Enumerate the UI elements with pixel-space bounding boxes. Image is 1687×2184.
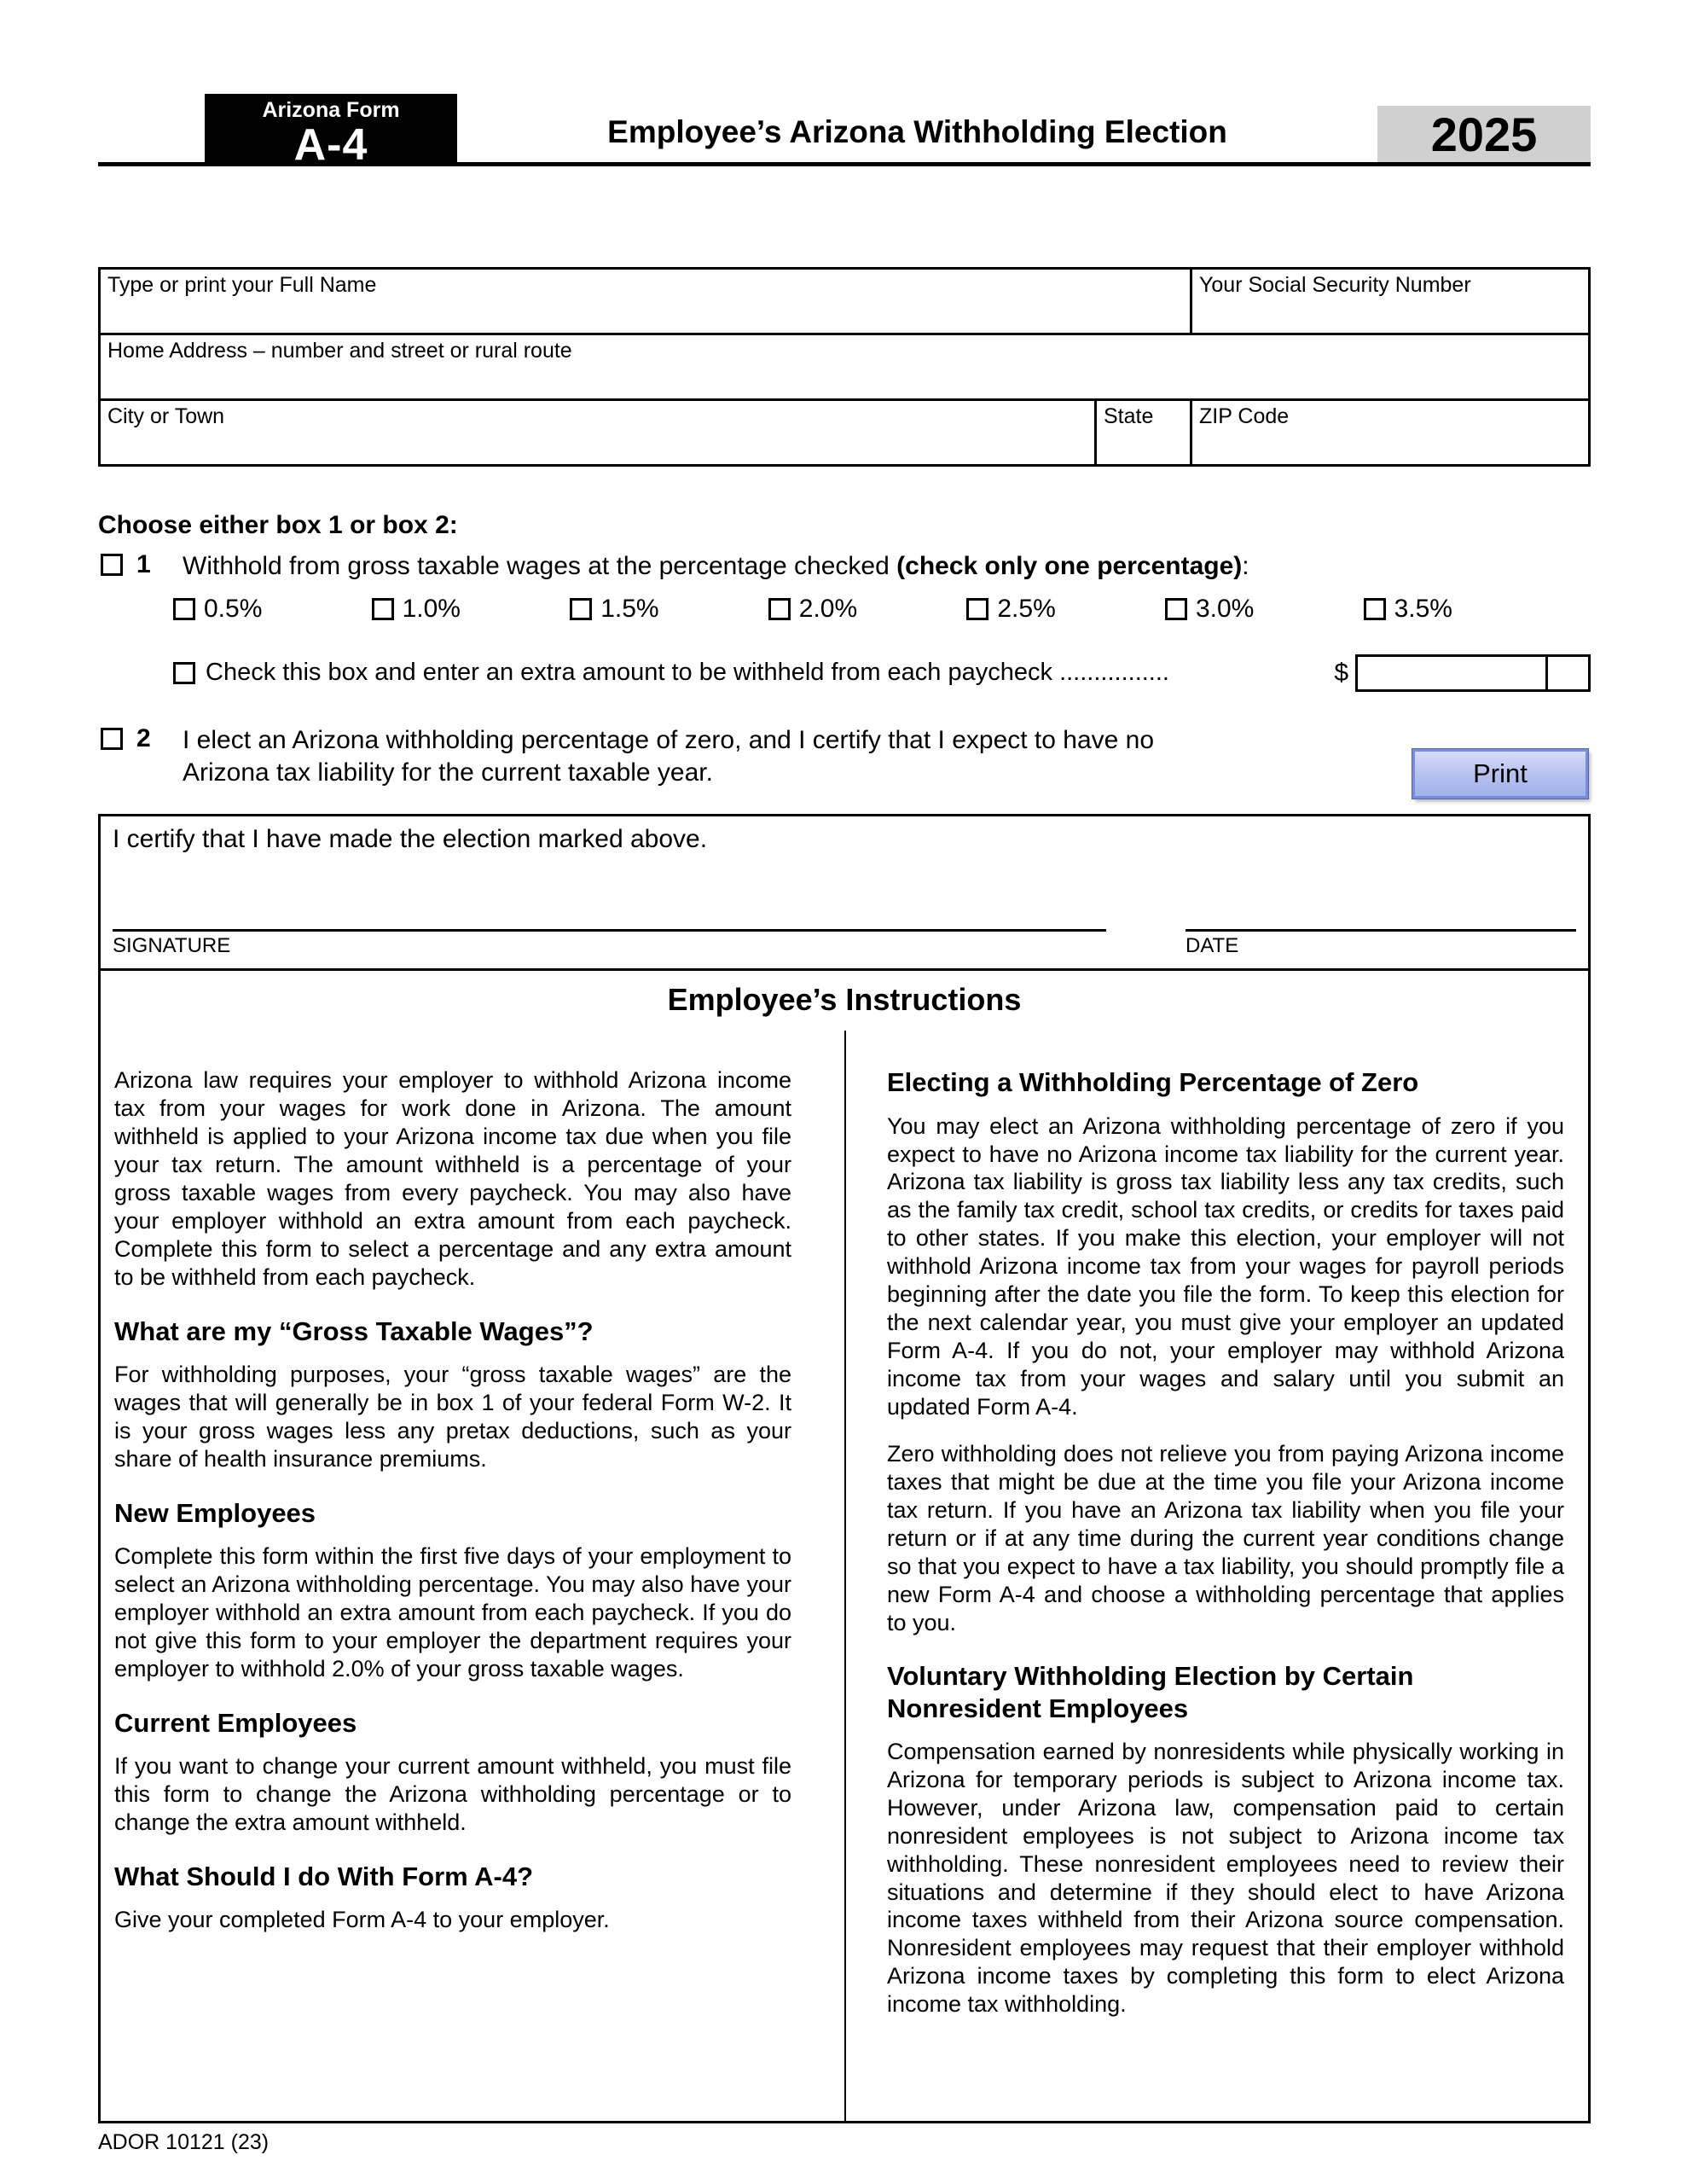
extra-amount-row: [173, 654, 1591, 692]
certification-box: [101, 816, 1588, 971]
percentage-option-2-0[interactable]: [768, 595, 857, 624]
certification-and-instructions: [98, 814, 1591, 2123]
state-field[interactable]: [1094, 401, 1190, 464]
date-line[interactable]: [1186, 929, 1576, 932]
instruction-paragraph: Complete this form within the first five days of your employment to select an Arizona withholding percentage. You may also have your employer withhold an extra amount from each paycheck. If you do not give this form to your employer the department requires your employer to withhold 2.0% of your gross taxable wages.: [114, 1543, 791, 1682]
date-label: DATE: [1186, 934, 1239, 958]
date-field: [1186, 929, 1576, 958]
state-label: State: [1104, 404, 1154, 428]
percentage-label-3-0: 3.0%: [1195, 594, 1255, 623]
cents-divider: [1545, 657, 1548, 689]
identity-table: [98, 267, 1591, 467]
signature-line[interactable]: [113, 929, 1106, 932]
instruction-paragraph: If you want to change your current amount withheld, you must file this form to change the Arizona withholding percentage or to change the extra amount withheld.: [114, 1752, 791, 1835]
form-number-a4: A-4: [293, 119, 368, 170]
percentage-label-2-0: 2.0%: [798, 594, 858, 623]
percentage-checkbox-0-5[interactable]: [173, 598, 195, 620]
instruction-heading-voluntary-withholding: Voluntary Withholding Election by Certain Nonresident Employees: [887, 1661, 1414, 1723]
home-address-label: Home Address – number and street or rural route: [107, 339, 572, 363]
extra-amount-text: Check this box and enter an extra amount to be withheld from each paycheck ................: [206, 659, 1169, 687]
ssn-field[interactable]: [1190, 270, 1588, 333]
percentage-checkbox-2-0[interactable]: [768, 598, 791, 620]
instructions-title: Employee’s Instructions: [667, 982, 1022, 1018]
identity-row-name-ssn: [101, 270, 1588, 333]
percentage-option-3-5[interactable]: [1364, 595, 1452, 624]
percentage-checkbox-3-0[interactable]: [1165, 598, 1187, 620]
box2-number: 2: [136, 723, 151, 752]
box1-text-bold: (check only one percentage): [896, 552, 1243, 580]
signature-label: SIGNATURE: [113, 934, 231, 958]
election-box1: [98, 550, 1591, 583]
tax-year: 2025: [1377, 106, 1591, 162]
percentage-label-0-5: 0.5%: [204, 594, 263, 623]
home-address-field[interactable]: [101, 335, 1588, 398]
box1-text-normal: Withhold from gross taxable wages at the percentage checked: [183, 552, 897, 580]
arizona-form-badge: [205, 94, 457, 170]
form-title: Employee’s Arizona Withholding Election: [607, 114, 1227, 149]
percentage-checkbox-1-0[interactable]: [372, 598, 394, 620]
form-number-footer: ADOR 10121 (23): [98, 2130, 270, 2155]
ssn-label: Your Social Security Number: [1199, 273, 1471, 297]
print-button[interactable]: Print: [1412, 749, 1588, 799]
percentage-option-2-5[interactable]: [966, 595, 1055, 624]
percentage-options: [173, 595, 1452, 624]
form-header: [98, 94, 1591, 170]
percentage-option-1-0[interactable]: [372, 595, 461, 624]
identity-row-city-state-zip: [101, 398, 1588, 464]
choose-instruction: Choose either box 1 or box 2:: [98, 511, 458, 539]
percentage-option-1-5[interactable]: [570, 595, 658, 624]
instruction-heading-current-employees: Current Employees: [114, 1707, 357, 1738]
instruction-paragraph: Compensation earned by nonresidents while physically working in Arizona for temporary periods is subject to Arizona income tax. However, under Arizona law, compensation paid to certain nonresident employees is not subject to Arizona income tax withholding. These nonresident employees need to review their situations and determine if they should elect to have Arizona income taxes withheld from their Arizona source compensation. Nonresident employees may request that their employer withhold Arizona income taxes by completing this form to elect Arizona income tax withholding.: [887, 1738, 1564, 2018]
box2-text: I elect an Arizona withholding percentage of zero, and I certify that I expect to have no Arizona tax liability for the current taxable year.: [183, 725, 1155, 787]
full-name-label: Type or print your Full Name: [107, 273, 377, 297]
instruction-heading-zero-withholding: Electing a Withholding Percentage of Zero: [887, 1067, 1419, 1098]
city-label: City or Town: [107, 404, 225, 428]
signature-field: [113, 929, 1106, 958]
percentage-checkbox-2-5[interactable]: [966, 598, 988, 620]
instruction-paragraph: Zero withholding does not relieve you from paying Arizona income taxes that might be due at the time you file your Arizona income tax return. If you have an Arizona tax liability when you file your return or if at any time during the current year conditions change so that you expect to have a tax liability, you should promptly file a new Form A-4 and choose a withholding percentage that applies to you.: [887, 1440, 1564, 1635]
percentage-label-1-5: 1.5%: [600, 594, 659, 623]
percentage-option-0-5[interactable]: [173, 595, 262, 624]
box1-text: [183, 550, 1249, 583]
box2-checkbox[interactable]: [101, 728, 123, 750]
identity-row-address: [101, 333, 1588, 398]
box1-checkbox[interactable]: [101, 554, 123, 576]
box1-number: 1: [136, 550, 151, 578]
instructions-columns: [101, 1031, 1588, 2121]
box1-text-colon: :: [1242, 552, 1249, 580]
election-box2: [98, 724, 1591, 789]
zip-label: ZIP Code: [1199, 404, 1290, 428]
signature-row: [113, 929, 1576, 958]
extra-amount-checkbox[interactable]: [173, 662, 195, 684]
instruction-paragraph: Arizona law requires your employer to withhold Arizona income tax from your wages for work done in Arizona. The amount withheld is applied to your Arizona income tax due when you file your tax return. The amount withheld is a percentage of your gross taxable wages from every paycheck. You may also have your employer withhold an extra amount from each paycheck. Complete this form to select a percentage and any extra amount to be withheld from each paycheck.: [114, 1067, 791, 1290]
instructions-right-column: [844, 1031, 1588, 2121]
instruction-paragraph: You may elect an Arizona withholding percentage of zero if you expect to have no Arizona income tax liability for the current year. Arizona tax liability is gross tax liability less any tax credits, such as the family tax credit, school tax credits, or credits for taxes paid to other states. If you make this election, your employer will not withhold Arizona income tax from your wages for payroll periods beginning after the date you file the form. To keep this election for the next calendar year, you must give your employer an updated Form A-4. If you do not, your employer may withhold Arizona income tax from your wages and salary until you submit an updated Form A-4.: [887, 1112, 1564, 1420]
instruction-heading-new-employees: New Employees: [114, 1497, 316, 1528]
arizona-form-label: Arizona Form: [262, 98, 400, 122]
percentage-label-3-5: 3.5%: [1394, 594, 1452, 623]
percentage-checkbox-3-5[interactable]: [1364, 598, 1386, 620]
percentage-label-1-0: 1.0%: [402, 594, 461, 623]
certification-statement: I certify that I have made the election marked above.: [113, 825, 708, 854]
percentage-label-2-5: 2.5%: [997, 594, 1056, 623]
percentage-checkbox-1-5[interactable]: [570, 598, 592, 620]
instruction-heading-gross-taxable-wages: What are my “Gross Taxable Wages”?: [114, 1316, 594, 1346]
instruction-heading-what-should-i-do: What Should I do With Form A-4?: [114, 1861, 534, 1891]
city-field[interactable]: [101, 401, 1094, 464]
instructions-left-column: [101, 1031, 844, 2121]
zip-field[interactable]: [1190, 401, 1588, 464]
instruction-paragraph: For withholding purposes, your “gross taxable wages” are the wages that will generally be in box 1 of your federal Form W-2. It is your gross wages less any pretax deductions, such as your share of health insurance premiums.: [114, 1362, 791, 1472]
dollar-sign: $: [1334, 658, 1348, 687]
extra-amount-input[interactable]: [1355, 654, 1591, 692]
instruction-paragraph: Give your completed Form A-4 to your employer.: [114, 1906, 610, 1932]
full-name-field[interactable]: [101, 270, 1190, 333]
percentage-option-3-0[interactable]: [1165, 595, 1254, 624]
